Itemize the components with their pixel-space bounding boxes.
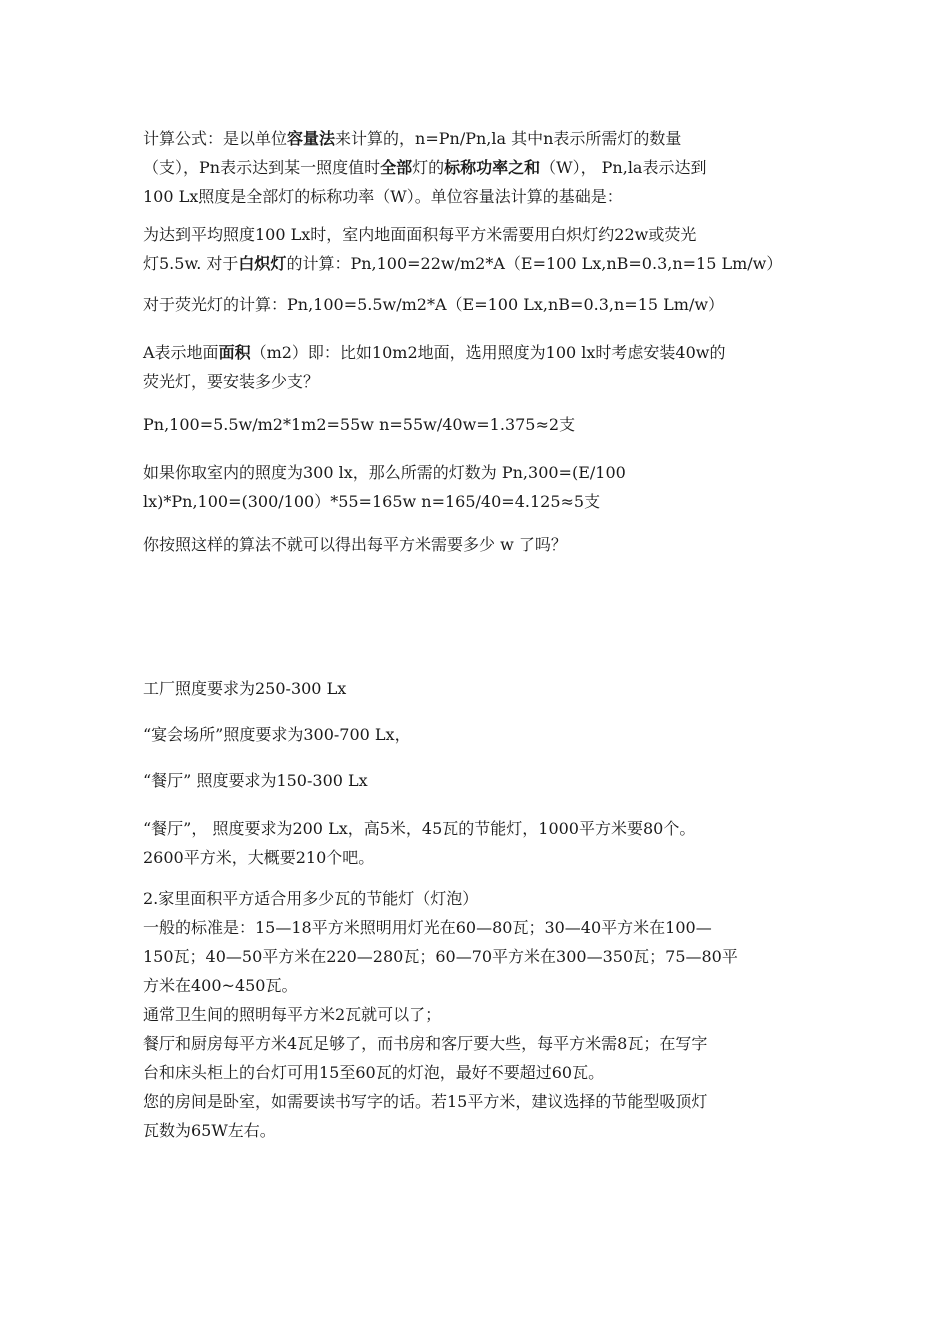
restaurant-example-line-1: “餐厅”， 照度要求为200 Lx，高5米，45瓦的节能灯，1000平方米要80个。 — [143, 819, 696, 838]
home-section-line-1: 一般的标准是：15—18平方米照明用灯光在60—80瓦；30—40平方米在100— — [143, 918, 712, 937]
text-run: 灯5.5w. 对于 — [143, 254, 239, 273]
home-section-paragraph — [143, 884, 815, 1145]
factory-line: 工厂照度要求为250-300 Lx — [143, 679, 347, 698]
text-run: A表示地面 — [143, 343, 219, 362]
text-run: （支），Pn表示达到某一照度值时 — [143, 158, 381, 177]
banquet-paragraph — [143, 720, 815, 749]
formula-intro-line-2 — [143, 153, 815, 182]
fluorescent-calc-line: 对于荧光灯的计算：Pn,100=5.5w/m2*A（E=100 Lx,nB=0.3,n=15 Lm/w） — [143, 295, 725, 314]
factory-paragraph — [143, 674, 815, 703]
average-lighting-paragraph — [143, 220, 815, 278]
conclusion-paragraph — [143, 530, 815, 559]
fluorescent-calc-paragraph — [143, 290, 815, 319]
average-lighting-line-2 — [143, 249, 815, 278]
banquet-line: “宴会场所”照度要求为300-700 Lx， — [143, 725, 411, 744]
home-section-line-4: 通常卫生间的照明每平方米2瓦就可以了； — [143, 1005, 442, 1024]
area-example-paragraph — [143, 338, 815, 396]
text-run: 来计算的，n=Pn/Pn,la 其中n表示所需灯的数量 — [335, 129, 682, 148]
room-300-line-1: 如果你取室内的照度为300 lx，那么所需的灯数为 Pn,300=(E/100 — [143, 463, 626, 482]
home-section-line-5: 餐厅和厨房每平方米4瓦足够了，而书房和客厅要大些，每平方米需8瓦；在写字 — [143, 1034, 708, 1053]
room-300-paragraph — [143, 458, 815, 516]
text-run: （m2）即：比如10m2地面，选用照度为100 lx时考虑安装40w的 — [250, 343, 726, 362]
room-300-line-2: lx)*Pn,100=(300/100）*55=165w n=165/40=4.125≈5支 — [143, 492, 601, 511]
text-run: 的计算：Pn,100=22w/m2*A（E=100 Lx,nB=0.3,n=15 Lm/w） — [286, 254, 783, 273]
formula-intro-line-3: 100 Lx照度是全部灯的标称功率（W）。单位容量法计算的基础是： — [143, 187, 623, 206]
bold-term-all: 全部 — [380, 158, 413, 177]
home-section-heading: 2.家里面积平方适合用多少瓦的节能灯（灯泡） — [143, 889, 479, 908]
area-example-line-2: 荧光灯，要安装多少支？ — [143, 372, 320, 391]
home-section-line-6: 台和床头柜上的台灯可用15至60瓦的灯泡，最好不要超过60瓦。 — [143, 1063, 605, 1082]
restaurant-example-paragraph — [143, 814, 815, 872]
conclusion-line: 你按照这样的算法不就可以得出每平方米需要多少 w 了吗？ — [143, 535, 567, 554]
text-run: 计算公式：是以单位 — [143, 129, 288, 148]
home-section-line-2: 150瓦；40—50平方米在220—280瓦；60—70平方米在300—350瓦；75—80平 — [143, 947, 738, 966]
text-run: （W）， Pn,la表示达到 — [540, 158, 707, 177]
text-run: 灯的 — [412, 158, 445, 177]
calc-result-paragraph — [143, 410, 815, 439]
home-section-line-7: 您的房间是卧室，如需要读书写字的话。若15平方米，建议选择的节能型吸顶灯 — [143, 1092, 708, 1111]
average-lighting-line-1: 为达到平均照度100 Lx时，室内地面面积每平方米需要用白炽灯约22w或荧光 — [143, 225, 697, 244]
home-section-line-3: 方米在400~450瓦。 — [143, 976, 298, 995]
bold-term-area: 面积 — [218, 343, 251, 362]
area-example-line-1 — [143, 338, 815, 367]
restaurant-line: “餐厅” 照度要求为150-300 Lx — [143, 771, 368, 790]
home-section-line-8: 瓦数为65W左右。 — [143, 1121, 276, 1140]
restaurant-example-line-2: 2600平方米，大概要210个吧。 — [143, 848, 375, 867]
bold-term-incandescent: 白炽灯 — [238, 254, 287, 273]
formula-intro-line-1 — [143, 124, 815, 153]
calc-result-line: Pn,100=5.5w/m2*1m2=55w n=55w/40w=1.375≈2支 — [143, 415, 576, 434]
formula-intro-paragraph — [143, 124, 815, 211]
bold-term-capacity-method: 容量法 — [287, 129, 336, 148]
restaurant-paragraph — [143, 766, 815, 795]
bold-term-rated-power-sum: 标称功率之和 — [444, 158, 541, 177]
